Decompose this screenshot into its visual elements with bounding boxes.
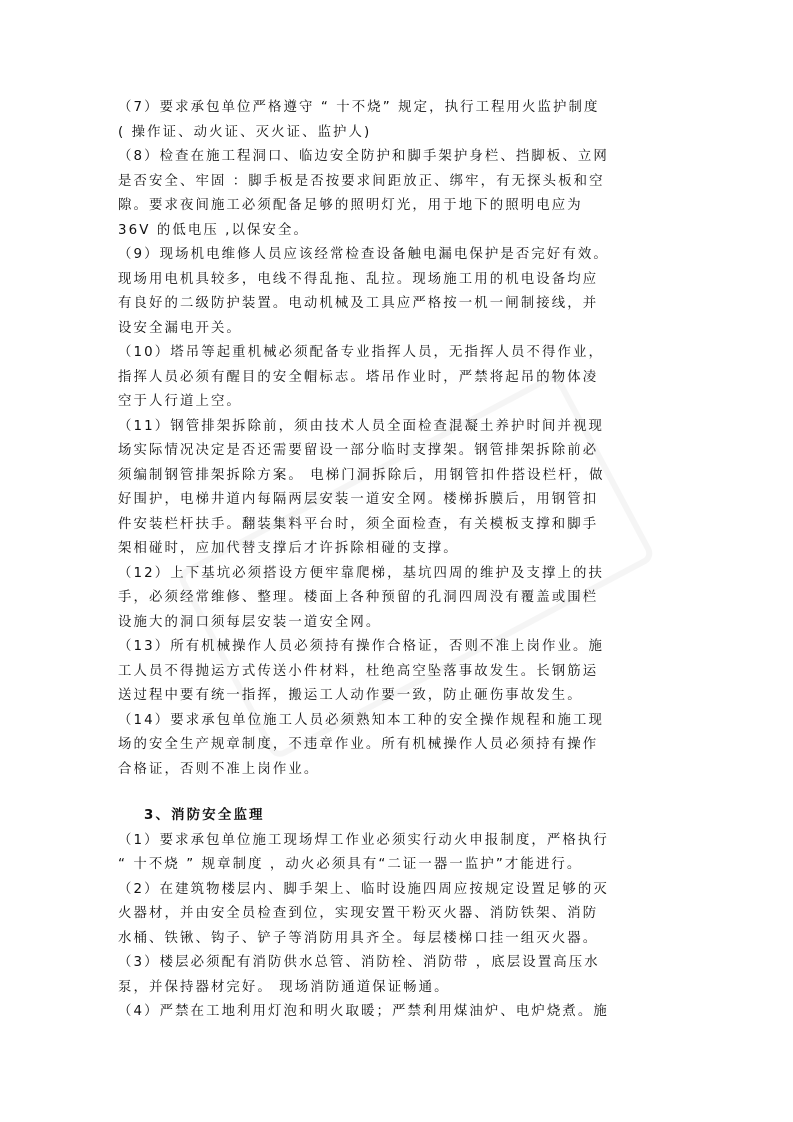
text-line: 火器材，并由安全员检查到位，实现安置干粉灭火器、消防铁架、消防 bbox=[118, 906, 599, 921]
text-line: （13）所有机械操作人员必须持有操作合格证，否则不准上岗作业。施 bbox=[118, 639, 604, 654]
paragraph-item-12 bbox=[118, 562, 674, 636]
text-line: （2）在建筑物楼层内、脚手架上、临时设施四周应按规定设置足够的灭 bbox=[118, 881, 609, 897]
text-line: 泵，并保持器材完好。 现场消防通道保证畅通。 bbox=[118, 979, 450, 995]
text-line: 合格证，否则不准上岗作业。 bbox=[118, 761, 320, 777]
text-line: 好围护，电梯井道内每隔两层安装一道安全网。楼梯拆膜后，用钢管扣 bbox=[118, 492, 599, 507]
text-line: 是否安全、牢固 ：脚手板是否按要求间距放正、绑牢，有无探头板和空 bbox=[118, 173, 605, 189]
text-line: （3）楼层必须配有消防供水总管、消防栓、消防带 ，底层设置高压水 bbox=[118, 955, 600, 970]
text-line: ( 操作证、动火证、灭火证、监护人) bbox=[118, 124, 372, 140]
text-line: （4）严禁在工地利用灯泡和明火取暖；严禁利用煤油炉、电炉烧煮。施 bbox=[118, 1004, 609, 1019]
text-line: “ 十不烧 ” 规章制度 ，动火必须具有“二证一器一监护”才能进行。 bbox=[118, 857, 583, 872]
section-paragraph-2 bbox=[118, 878, 674, 952]
text-line: （14）要求承包单位施工人员必须熟知本工种的安全操作规程和施工现 bbox=[118, 712, 604, 728]
section-heading: 3、消防安全监理 bbox=[144, 808, 265, 823]
paragraph-item-9 bbox=[118, 243, 674, 341]
text-line: 件安装栏杆扶手。翻装集料平台时，须全面检查，有关模板支撑和脚手 bbox=[118, 516, 599, 532]
text-line: （7）要求承包单位严格遵守 “ 十不烧” 规定，执行工程用火监护制度 bbox=[118, 100, 600, 115]
paragraph-item-10 bbox=[118, 341, 674, 415]
text-line: 36V 的低电压 ,以保安全。 bbox=[118, 222, 309, 238]
text-line: （8）检查在施工程洞口、临边安全防护和脚手架护身栏、挡脚板、立网 bbox=[118, 149, 609, 164]
document-body bbox=[118, 96, 674, 1025]
text-line: 空于人行道上空。 bbox=[118, 394, 242, 409]
text-line: 场的安全生产规章制度，不违章作业。所有机械操作人员必须持有操作 bbox=[118, 737, 599, 752]
section-paragraph-4 bbox=[118, 1000, 674, 1025]
section-paragraph-3 bbox=[118, 951, 674, 1000]
text-line: （9）现场机电维修人员应该经常检查设备触电漏电保护是否完好有效。 bbox=[118, 247, 609, 262]
text-line: （10）塔吊等起重机械必须配备专业指挥人员，无指挥人员不得作业， bbox=[118, 345, 604, 360]
text-line: （1）要求承包单位施工现场焊工作业必须实行动火申报制度，严格执行 bbox=[118, 832, 609, 848]
text-line: （11）钢管排架拆除前，须由技术人员全面检查混凝土养护时间并视现 bbox=[118, 418, 604, 434]
section-paragraph-1 bbox=[118, 829, 674, 878]
text-line: 手，必须经常维修、整理。楼面上各种预留的孔洞四周没有覆盖或围栏 bbox=[118, 590, 599, 605]
text-line: 工人员不得抛运方式传送小件材料，杜绝高空坠落事故发生。长钢筋运 bbox=[118, 663, 599, 679]
paragraph-item-11 bbox=[118, 415, 674, 562]
text-line: 设施大的洞口须每层安装一道安全网。 bbox=[118, 614, 382, 630]
text-line: 指挥人员必须有醒目的安全帽标志。塔吊作业时，严禁将起吊的物体凌 bbox=[118, 369, 599, 385]
text-line: 须编制钢管排架拆除方案。 电梯门洞拆除后，用钢管扣件搭设栏杆，做 bbox=[118, 467, 605, 483]
text-line: 设安全漏电开关。 bbox=[118, 320, 242, 336]
text-line: 送过程中要有统一指挥，搬运工人动作要一致，防止砸伤事故发生。 bbox=[118, 688, 583, 703]
text-line: 隙。要求夜间施工必须配备足够的照明灯光，用于地下的照明电应为 bbox=[118, 198, 583, 213]
paragraph-item-7 bbox=[118, 96, 674, 145]
text-line: 场实际情况决定是否还需要留设一部分临时支撑架。钢管排架拆除前必 bbox=[118, 443, 599, 458]
text-line: （12）上下基坑必须搭设方便牢靠爬梯，基坑四周的维护及支撑上的扶 bbox=[118, 565, 604, 581]
text-line: 有良好的二级防护装置。电动机械及工具应严格按一机一闸制接线，并 bbox=[118, 296, 599, 311]
section-spacer bbox=[118, 782, 674, 804]
paragraph-item-8 bbox=[118, 145, 674, 243]
paragraph-item-14 bbox=[118, 709, 674, 783]
text-line: 现场用电机具较多，电线不得乱拖、乱拉。现场施工用的机电设备均应 bbox=[118, 271, 599, 287]
paragraph-item-13 bbox=[118, 635, 674, 709]
text-line: 架相碰时，应加代替支撑后才许拆除相碰的支撑。 bbox=[118, 541, 459, 556]
text-line: 水桶、铁锹、钩子、铲子等消防用具齐全。每层楼梯口挂一组灭火器。 bbox=[118, 930, 599, 946]
